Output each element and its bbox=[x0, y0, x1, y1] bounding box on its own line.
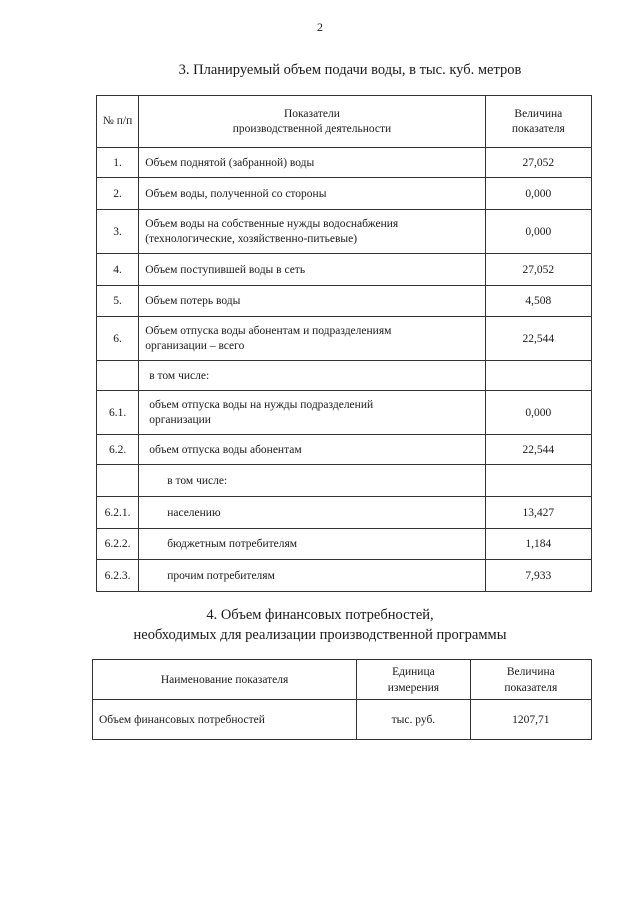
header-name-line1: Показатели bbox=[283, 107, 340, 120]
table-row bbox=[97, 178, 592, 210]
row-label: Объем финансовых потребностей bbox=[93, 700, 357, 740]
table-row bbox=[97, 148, 592, 178]
row-value: 0,000 bbox=[485, 178, 591, 210]
row-label-line1: Объем воды на собственные нужды водоснабжения bbox=[145, 217, 399, 230]
row-value bbox=[485, 361, 591, 391]
table-row bbox=[97, 560, 592, 592]
row-value: 13,427 bbox=[485, 497, 591, 529]
row-num: 6.2. bbox=[97, 435, 139, 465]
row-label-line2: организации bbox=[149, 413, 211, 426]
row-label-line1: объем отпуска воды на нужды подразделений bbox=[149, 398, 374, 411]
row-label bbox=[139, 317, 486, 361]
row-value: 7,933 bbox=[485, 560, 591, 592]
header-value-line2: показателя bbox=[511, 122, 565, 135]
header-name bbox=[139, 96, 486, 148]
header-value bbox=[470, 660, 591, 700]
row-num: 5. bbox=[97, 286, 139, 317]
header-value-line1: Величина bbox=[514, 107, 563, 120]
table-row bbox=[97, 529, 592, 560]
table-row bbox=[97, 210, 592, 254]
row-num bbox=[97, 361, 139, 391]
header-value bbox=[485, 96, 591, 148]
row-label: бюджетным потребителям bbox=[139, 529, 486, 560]
header-unit bbox=[357, 660, 470, 700]
row-unit: тыс. руб. bbox=[357, 700, 470, 740]
row-value: 4,508 bbox=[485, 286, 591, 317]
row-label: в том числе: bbox=[139, 465, 486, 497]
row-num: 6.2.3. bbox=[97, 560, 139, 592]
row-value bbox=[485, 465, 591, 497]
page-number: 2 bbox=[317, 20, 323, 34]
table-row bbox=[97, 361, 592, 391]
row-label-line2: организации – всего bbox=[145, 339, 245, 352]
row-num: 6.2.1. bbox=[97, 497, 139, 529]
header-value-line1: Величина bbox=[506, 665, 555, 678]
table-header-row bbox=[97, 96, 592, 148]
section-4-title-line1: 4. Объем финансовых потребностей, bbox=[206, 607, 434, 623]
table-row bbox=[97, 435, 592, 465]
table-row bbox=[97, 391, 592, 435]
table-row bbox=[97, 286, 592, 317]
row-label: Объем поднятой (забранной) воды bbox=[139, 148, 486, 178]
row-value: 27,052 bbox=[485, 148, 591, 178]
row-label: Объем поступившей воды в сеть bbox=[139, 254, 486, 286]
water-supply-table bbox=[96, 95, 592, 592]
header-name: Наименование показателя bbox=[93, 660, 357, 700]
table-row bbox=[93, 700, 592, 740]
row-num bbox=[97, 465, 139, 497]
header-unit-line1: Единица bbox=[392, 665, 435, 678]
row-num: 4. bbox=[97, 254, 139, 286]
header-num: № п/п bbox=[97, 96, 139, 148]
row-value: 1207,71 bbox=[470, 700, 591, 740]
section-4-title-line2: необходимых для реализации производственной программы bbox=[133, 627, 507, 643]
row-label bbox=[139, 391, 486, 435]
row-label bbox=[139, 210, 486, 254]
row-label: Объем воды, полученной со стороны bbox=[139, 178, 486, 210]
row-num: 3. bbox=[97, 210, 139, 254]
table-row bbox=[97, 317, 592, 361]
row-label: объем отпуска воды абонентам bbox=[139, 435, 486, 465]
row-label-line1: Объем отпуска воды абонентам и подразделениям bbox=[145, 324, 392, 337]
row-value: 0,000 bbox=[485, 210, 591, 254]
header-name-line2: производственной деятельности bbox=[232, 122, 392, 135]
row-value: 22,544 bbox=[485, 435, 591, 465]
row-label: в том числе: bbox=[139, 361, 486, 391]
table-row bbox=[97, 465, 592, 497]
row-num: 2. bbox=[97, 178, 139, 210]
row-label: населению bbox=[139, 497, 486, 529]
row-num: 6.2.2. bbox=[97, 529, 139, 560]
row-value: 27,052 bbox=[485, 254, 591, 286]
row-num: 6.1. bbox=[97, 391, 139, 435]
financial-needs-table bbox=[92, 659, 592, 740]
row-num: 1. bbox=[97, 148, 139, 178]
section-4-title bbox=[0, 605, 640, 645]
header-unit-line2: измерения bbox=[387, 681, 440, 694]
row-value: 1,184 bbox=[485, 529, 591, 560]
table-row bbox=[97, 254, 592, 286]
header-value-line2: показателя bbox=[504, 681, 558, 694]
row-value: 0,000 bbox=[485, 391, 591, 435]
row-label: прочим потребителям bbox=[139, 560, 486, 592]
row-label: Объем потерь воды bbox=[139, 286, 486, 317]
table-row bbox=[97, 497, 592, 529]
row-label-line2: (технологические, хозяйственно-питьевые) bbox=[145, 232, 358, 245]
row-num: 6. bbox=[97, 317, 139, 361]
row-value: 22,544 bbox=[485, 317, 591, 361]
table-header-row bbox=[93, 660, 592, 700]
section-3-title: 3. Планируемый объем подачи воды, в тыс. куб. метров bbox=[178, 62, 522, 78]
